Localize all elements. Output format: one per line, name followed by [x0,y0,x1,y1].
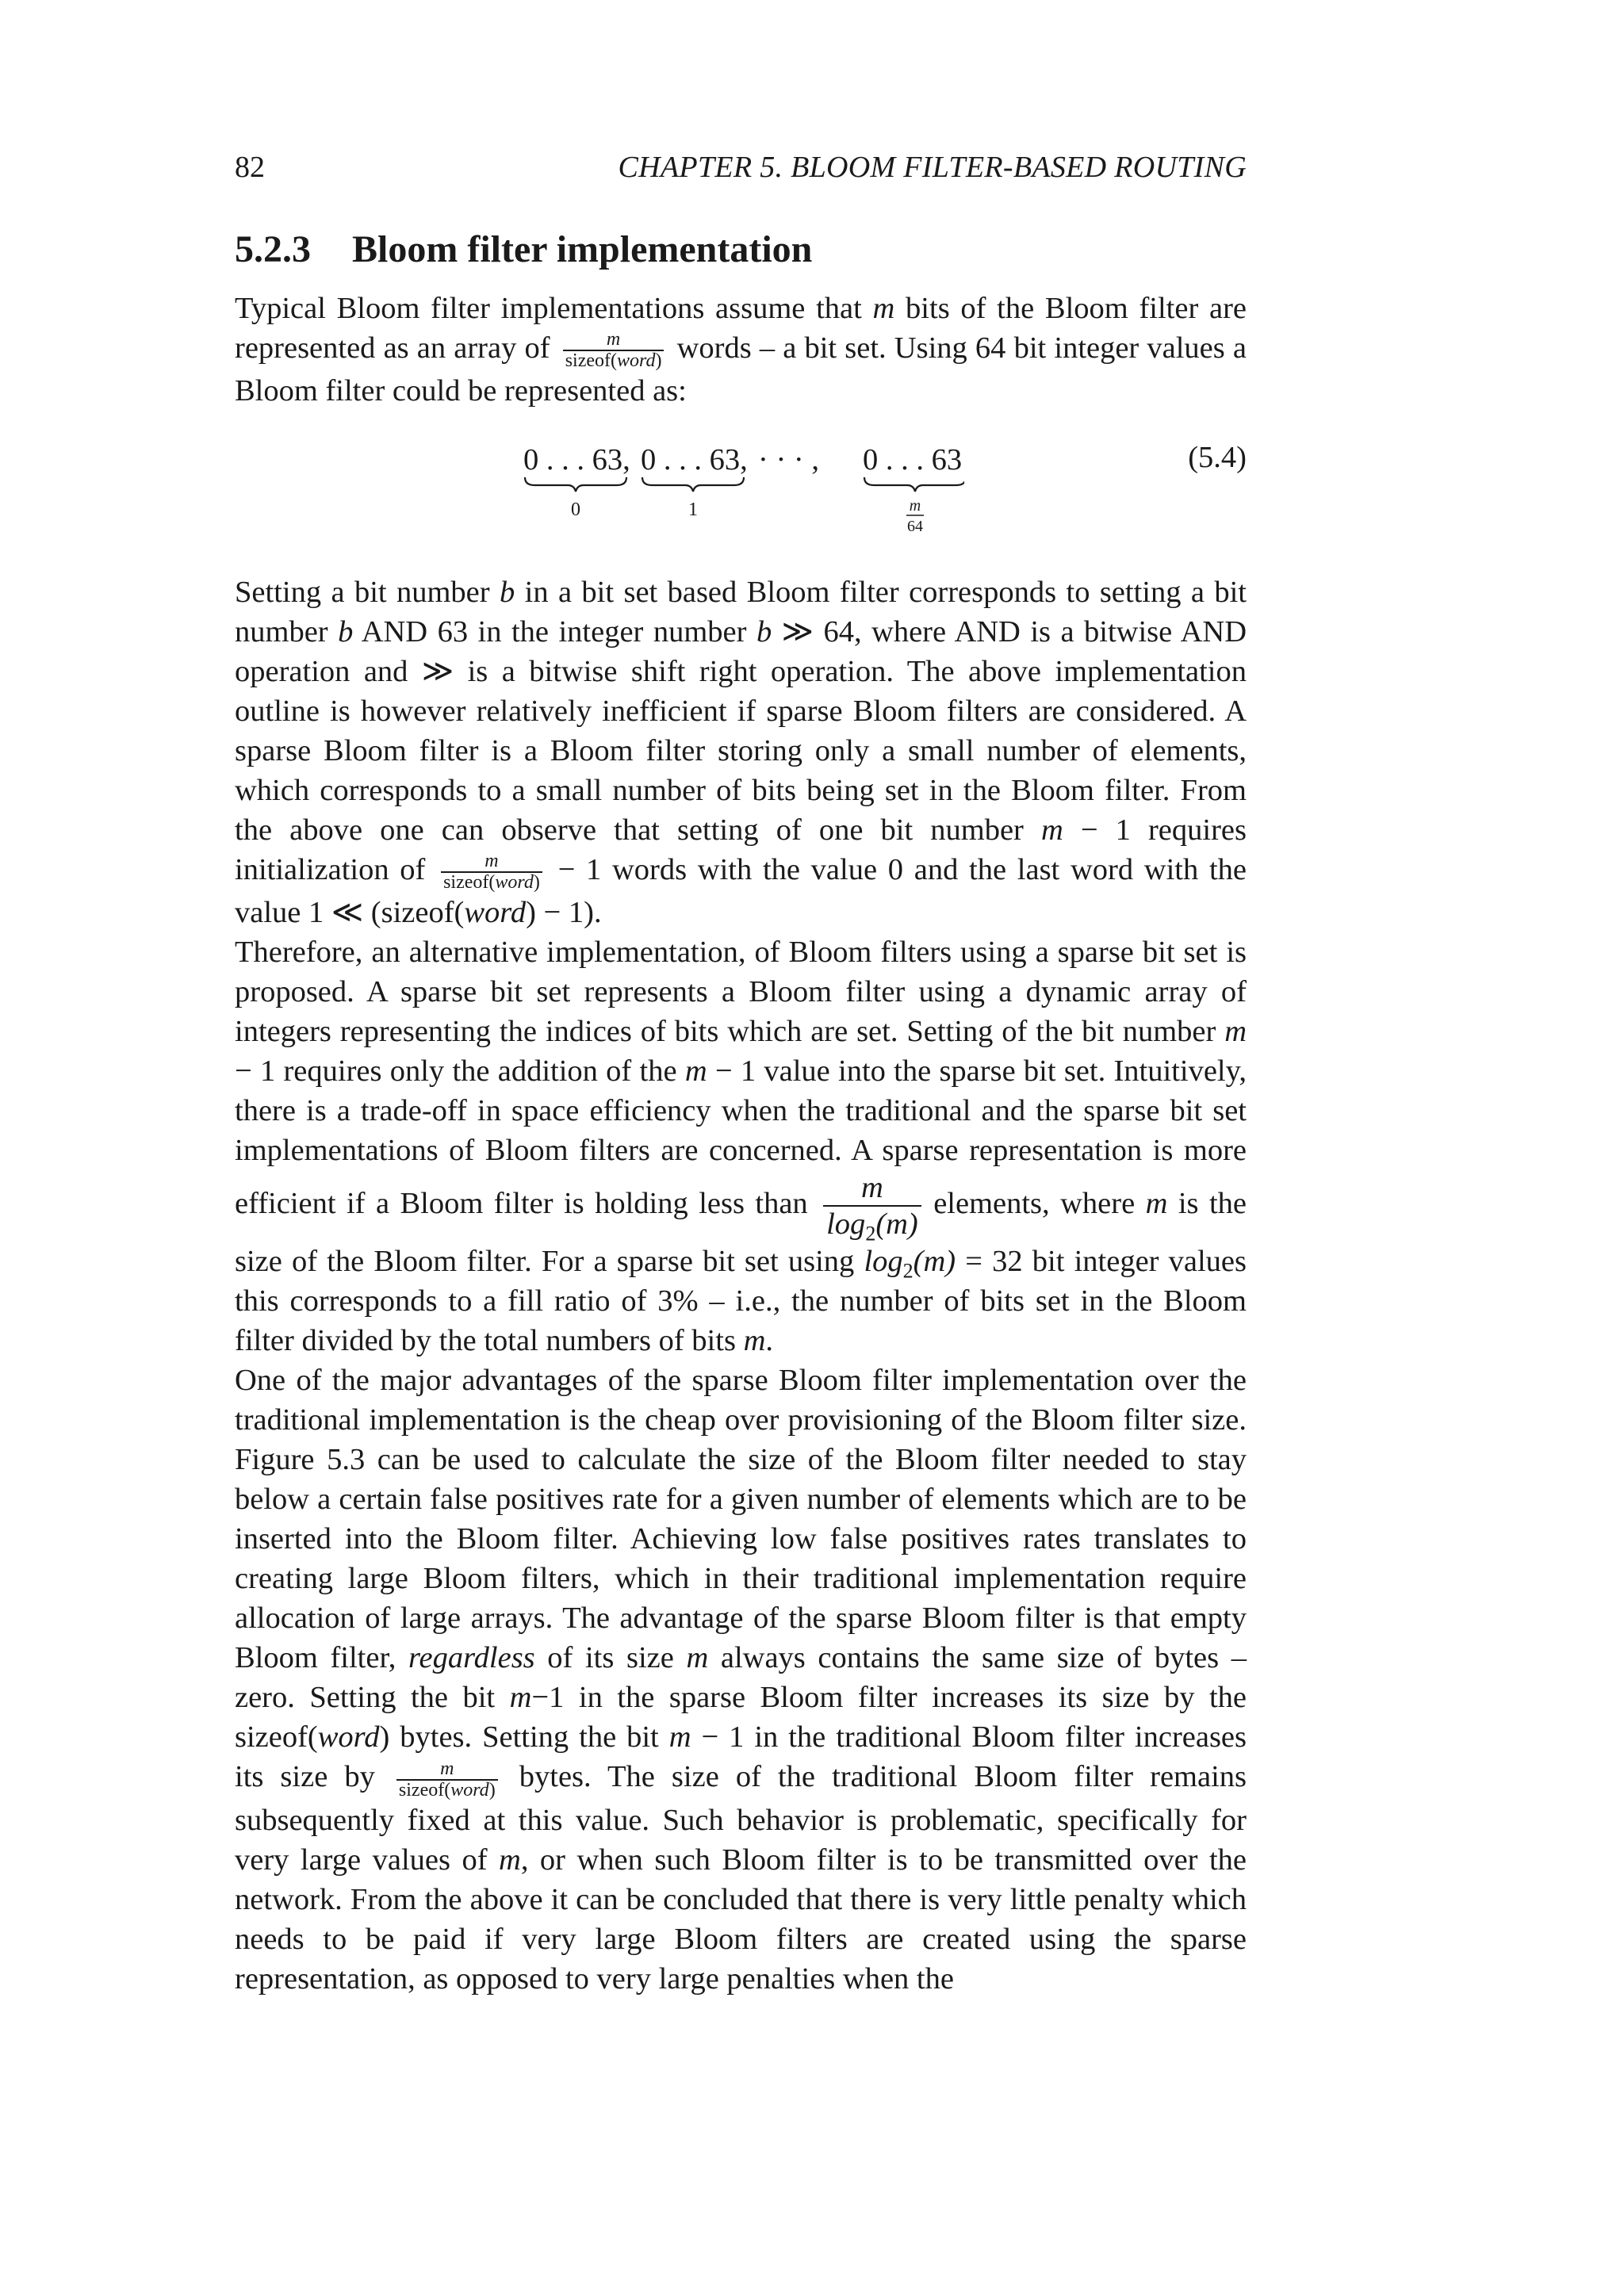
paragraph-bit-setting: Setting a bit number b in a bit set based Bloom filter corresponds to setting a bit number b AND 63 in the integer number b ≫ 64, where AND is a bitwise AND operation and ≫ is a bitwise shift right operation. The above implementation outline is however relatively inefficient if sparse Bloom filters are considered. A sparse Bloom filter is a Bloom filter storing only a small number of elements, which corresponds to a small number of bits being set in the Bloom filter. From the above one can observe that setting of one bit number m − 1 requires initialization of $\frac{m}{\text{sizeof(word)}}$ − 1 words with the value 0 and the last word with the value 1 ≪ (sizeof(word) − 1). [235,576,1247,930]
section-number: 5.2.3 [235,228,311,270]
equation-number: (5.4) [1188,441,1247,475]
underbrace-label-1: 1 [688,499,698,521]
equation-graphic [520,431,964,536]
fraction-m-over-sizeof-word: $\frac{m}{\text{sizeof(word)}}$ [563,330,665,371]
section-heading [235,225,1247,274]
equation-5-4 [235,431,1247,536]
equation-group-last: 0 . . . 63 [863,443,963,477]
paragraph-intro: Typical Bloom filter implementations assume that m bits of the Bloom filter are represented as an array of $\frac{m}{\text{sizeof(word)}}$ words – a bit set. Using 64 bit integer values a Bloom filter could be represented as: [235,292,1247,408]
section-title: Bloom filter implementation [352,228,813,270]
page-body [235,143,1247,1999]
underbrace-0 [525,477,626,492]
paragraph-sparse-bit-set: Therefore, an alternative implementation, of Bloom filters using a sparse bit set is proposed. A sparse bit set represents a Bloom filter using a dynamic array of integers representing the indices of bits which are set. Setting of the bit number m − 1 requires only the addition of the m − 1 value into the sparse bit set. Intuitively, there is a trade-off in space efficiency when the traditional and the sparse bit set implementations of Bloom filters are concerned. A sparse representation is more efficient if a Bloom filter is holding less than $\frac{m}{\log_2(m)}$ elements, where m is the size of the Bloom filter. For a sparse bit set using $\log_2(m) = 32$ bit integer values this corresponds to a fill ratio of 3% – i.e., the number of bits set in the Bloom filter divided by the total numbers of bits m. [235,936,1247,1358]
underbrace-1 [642,477,744,492]
fraction-m-over-sizeof-word: $\frac{m}{\text{sizeof(word)}}$ [441,851,542,893]
underbrace-label-0: 0 [571,499,580,521]
underbrace-last [864,477,964,492]
underbrace-label-64: 64 [907,518,923,536]
fraction-m-over-sizeof-word: $\frac{m}{\text{sizeof(word)}}$ [396,1759,498,1800]
fraction-m-over-log2-m: $\frac{m}{\log_2(m)}$ [823,1170,921,1242]
page-number: 82 [235,151,265,184]
paragraph-advantages: One of the major advantages of the sparse Bloom filter implementation over the traditional implementation is the cheap over provisioning of the Bloom filter size. Figure 5.3 can be used to calculate the size of the Bloom filter needed to stay below a certain false positives rate for a given number of elements which are to be inserted into the Bloom filter. Achieving low false positives rates translates to creating large Bloom filters, which in their traditional implementation require allocation of large arrays. The advantage of the sparse Bloom filter is that empty Bloom filter, regardless of its size m always contains the same size of bytes – zero. Setting the bit m−1 in the sparse Bloom filter increases its size by the sizeof(word) bytes. Setting the bit m − 1 in the traditional Bloom filter increases its size by $\frac{m}{\text{sizeof(word)}}$ bytes. The size of the traditional Bloom filter remains subsequently fixed at this value. Such behavior is problematic, specifically for very large values of m, or when such Bloom filter is to be transmitted over the network. From the above it can be concluded that there is very little penalty which needs to be paid if very large Bloom filters are created using the sparse representation, as opposed to very large penalties when the [235,1364,1247,1996]
chapter-title: CHAPTER 5. BLOOM FILTER-BASED ROUTING [618,151,1247,184]
equation-ellipsis: · · · , [758,443,819,477]
running-header [235,143,1247,192]
equation-group-0: 0 . . . 63, [523,443,630,477]
underbrace-label-m: m [909,497,921,515]
equation-group-1: 0 . . . 63, [641,443,748,477]
